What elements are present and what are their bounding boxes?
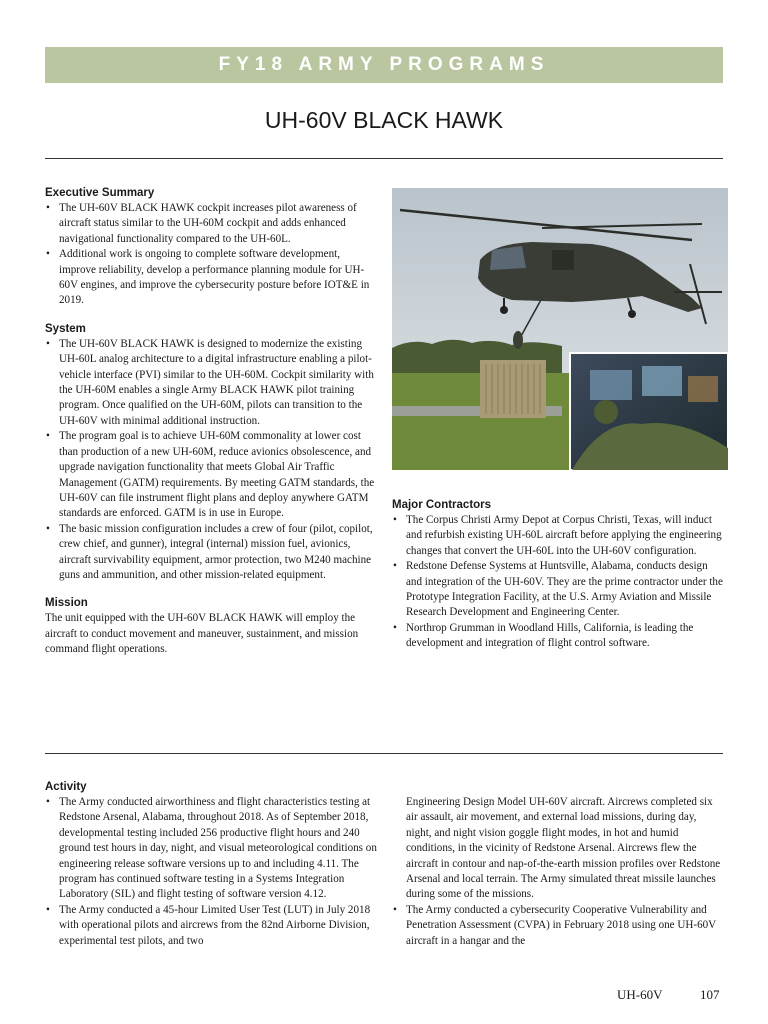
helicopter-photo-illustration bbox=[392, 188, 728, 470]
list-item: • The program goal is to achieve UH-60M commonality at lower cost than production of a new UH-60M, reduce avionics obsolescence, and upgrade navigation functionality that meets Global Air Traffic Management (GATM) requirements. By meeting GATM standards, the UH-60V can file instrument flight plans and deploy anywhere GATM standards are enforced. GATM is in use in Europe. bbox=[45, 429, 377, 521]
section-banner bbox=[45, 47, 723, 83]
page-number: 107 bbox=[700, 987, 720, 1002]
system-heading: System bbox=[45, 322, 86, 335]
system-list bbox=[45, 337, 377, 584]
list-item: • The Army conducted a 45-hour Limited User Test (LUT) in July 2018 with operational pilots and aircrews from the 82nd Airborne Division, experimental test pilots, and two bbox=[45, 903, 377, 949]
activity-list bbox=[45, 795, 377, 949]
contractors-list bbox=[392, 513, 723, 652]
exec-summary-heading: Executive Summary bbox=[45, 187, 155, 199]
list-item: • Northrop Grumman in Woodland Hills, California, is leading the development and integration of flight control software. bbox=[392, 621, 723, 652]
activity-list-continued bbox=[392, 903, 723, 949]
list-item: • The Army conducted airworthiness and flight characteristics testing at Redstone Arsenal, Alabama, throughout 2018. As of September 2018, developmental testing included 256 productive flight hours and 240 ground test hours in day, night, and visual meteorological conditions on engineering release software versions up to and including 4.11. The program has continued software testing in a Systems Integration Laboratory (SIL) and flight testing of software version 4.12. bbox=[45, 795, 377, 903]
list-item: • The basic mission configuration includes a crew of four (pilot, copilot, crew chief, and gunner), integral (internal) mission fuel, avionics, aircraft survivability equipment, armor protection, two M240 machine guns and ammunition, and other mission-related equipment. bbox=[45, 522, 377, 584]
list-item: • Additional work is ongoing to complete software development, improve reliability, develop a performance planning module for UH-60V engines, and improve the cybersecurity posture before IOT&E in 2019. bbox=[45, 247, 377, 309]
title-divider bbox=[45, 158, 723, 159]
list-item: • The UH-60V BLACK HAWK cockpit increases pilot awareness of aircraft status similar to the UH-60M cockpit and adds enhanced navigational functionality compared to the UH-60L. bbox=[45, 201, 377, 247]
helicopter-photo bbox=[392, 188, 728, 470]
left-column bbox=[45, 185, 377, 658]
section-divider bbox=[45, 753, 723, 754]
list-item: • The Corpus Christi Army Depot at Corpus Christi, Texas, will induct and refurbish existing UH-60L aircraft before applying the engineering changes that convert the UH-60L into the UH-60V configuration. bbox=[392, 513, 723, 559]
mission-heading: Mission bbox=[45, 597, 88, 610]
list-item: • The Army conducted a cybersecurity Cooperative Vulnerability and Penetration Assessment (CVPA) in February 2018 using one UH-60V aircraft in a hangar and the bbox=[392, 903, 723, 949]
list-item: • The UH-60V BLACK HAWK is designed to modernize the existing UH-60L analog architecture to a digital infrastructure enabling a pilot-vehicle interface (PVI) similar to the UH-60M. Cockpit similarity with the UH-60M enables a single Army BLACK HAWK pilot training program. Once qualified on the UH-60M, pilots can transition to the UH-60V with minimal additional instruction. bbox=[45, 337, 377, 429]
exec-summary-list bbox=[45, 201, 377, 309]
right-column bbox=[392, 497, 723, 652]
footer-program-name: UH-60V bbox=[617, 987, 663, 1002]
activity-heading: Activity bbox=[45, 781, 87, 793]
activity-right-column bbox=[392, 795, 723, 949]
banner-text: FY18 ARMY PROGRAMS bbox=[218, 54, 550, 75]
list-item: • Redstone Defense Systems at Huntsville, Alabama, conducts design and integration of the UH-60V. They are the prime contractor under the Prototype Integration Facility, at the U.S. Army Aviation and Missile Research Development and Engineering Center. bbox=[392, 559, 723, 621]
activity-continued-text: Engineering Design Model UH-60V aircraft. Aircrews completed six air assault, air movement, and external load missions, during day, night, and night vision goggle flight modes, in hot and humid conditions, in the vicinity of Redstone Arsenal. Aircrews flew the aircraft in contour and nap-of-the-earth mission profiles over Redstone Arsenal and local terrain. The Army simulated threat missile launches during some of the missions. bbox=[406, 796, 721, 901]
page-title: UH-60V BLACK HAWK bbox=[264, 107, 504, 133]
activity-left-column bbox=[45, 779, 377, 949]
mission-text: The unit equipped with the UH-60V BLACK HAWK will employ the aircraft to conduct movement and maneuver, sustainment, and mission command flight operations. bbox=[45, 612, 359, 656]
major-contractors-heading: Major Contractors bbox=[392, 499, 492, 511]
